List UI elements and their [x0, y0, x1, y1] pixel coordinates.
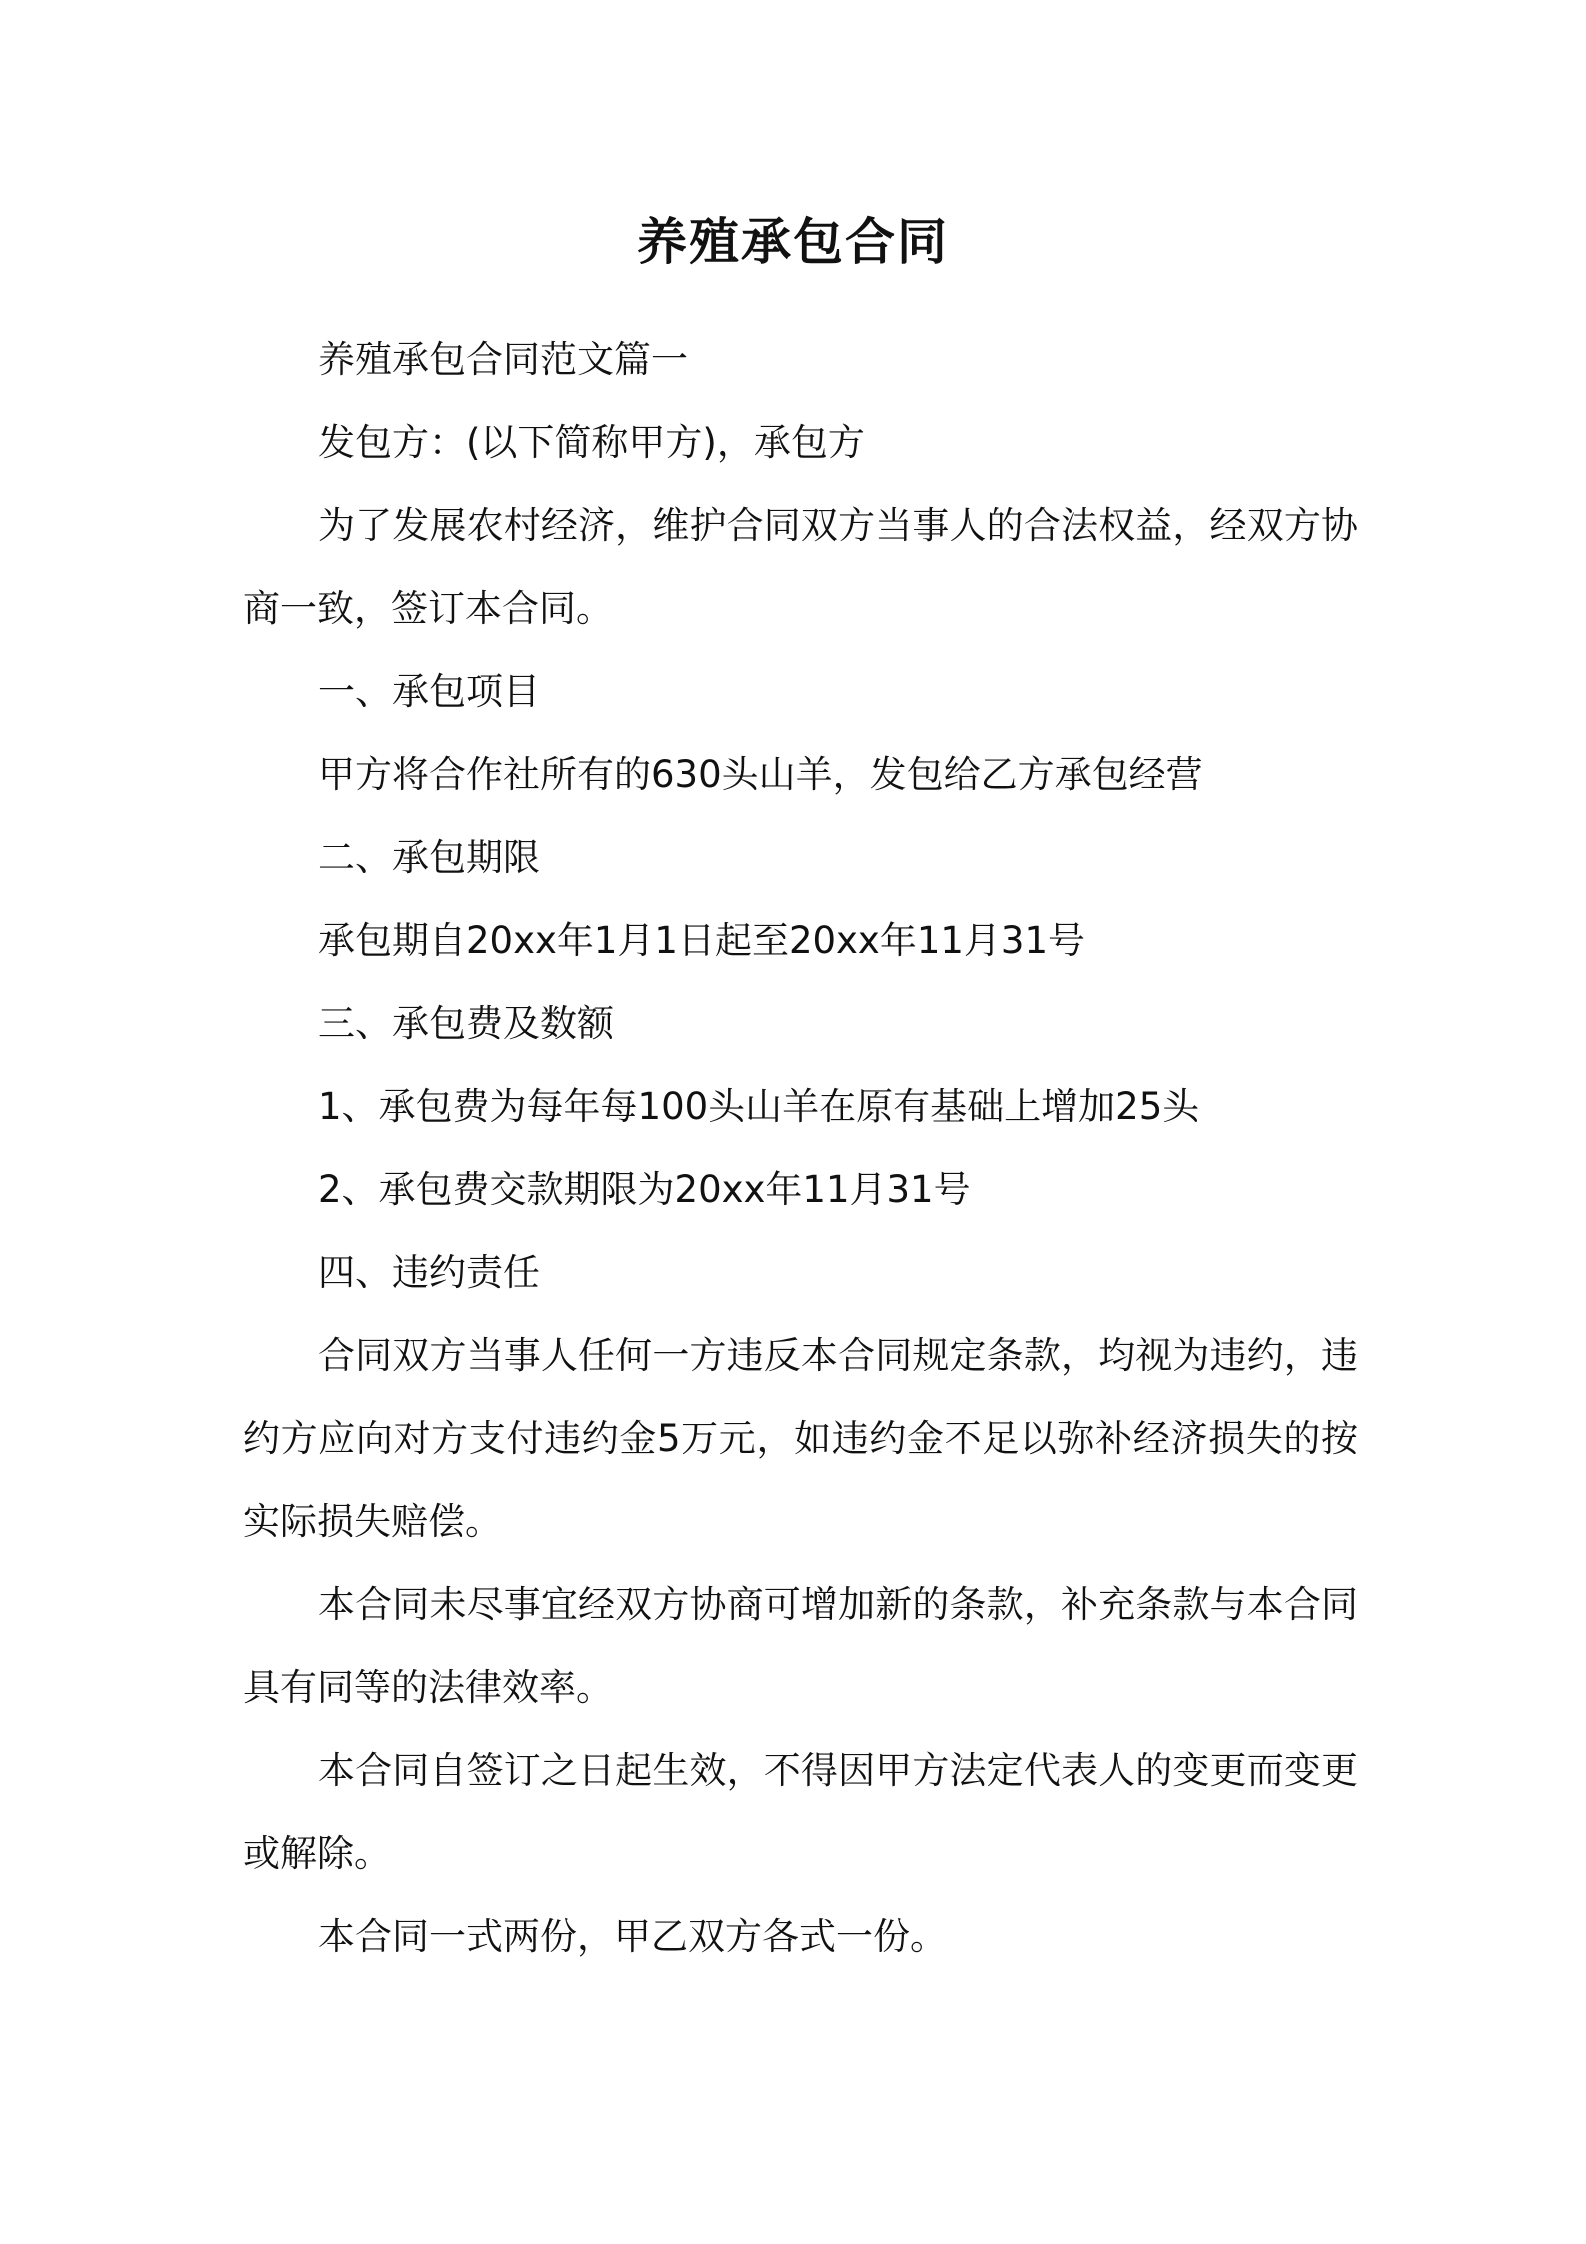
section-heading-liability: 四、违约责任: [318, 1251, 540, 1294]
paragraph-preamble: 为了发展农村经济，维护合同双方当事人的合法权益，经双方协商一致，签订本合同。: [243, 504, 1358, 630]
section-heading-project: 一、承包项目: [318, 670, 540, 713]
paragraph-project: 甲方将合作社所有的630头山羊，发包给乙方承包经营: [318, 753, 1203, 796]
paragraph-copies: 本合同一式两份，甲乙双方各式一份。: [318, 1915, 947, 1958]
paragraph-effective: 本合同自签订之日起生效，不得因甲方法定代表人的变更而变更或解除。: [243, 1749, 1358, 1875]
paragraph-fee-2: 2、承包费交款期限为20xx年11月31号: [318, 1168, 971, 1211]
paragraph-parties: 发包方：(以下简称甲方)，承包方: [318, 421, 865, 464]
section-heading-term: 二、承包期限: [318, 836, 540, 879]
paragraph-liability: 合同双方当事人任何一方违反本合同规定条款，均视为违约，违约方应向对方支付违约金5万元，如违约金不足以弥补经济损失的按实际损失赔偿。: [243, 1334, 1358, 1543]
document-body: [243, 318, 1358, 1978]
paragraph-subtitle: 养殖承包合同范文篇一: [318, 338, 688, 381]
paragraph-supplement: 本合同未尽事宜经双方协商可增加新的条款，补充条款与本合同具有同等的法律效率。: [243, 1583, 1358, 1709]
section-heading-fee: 三、承包费及数额: [318, 1002, 614, 1045]
paragraph-fee-1: 1、承包费为每年每100头山羊在原有基础上增加25头: [318, 1085, 1200, 1128]
page-title: 养殖承包合同: [637, 213, 949, 271]
paragraph-term: 承包期自20xx年1月1日起至20xx年11月31号: [318, 919, 1085, 962]
